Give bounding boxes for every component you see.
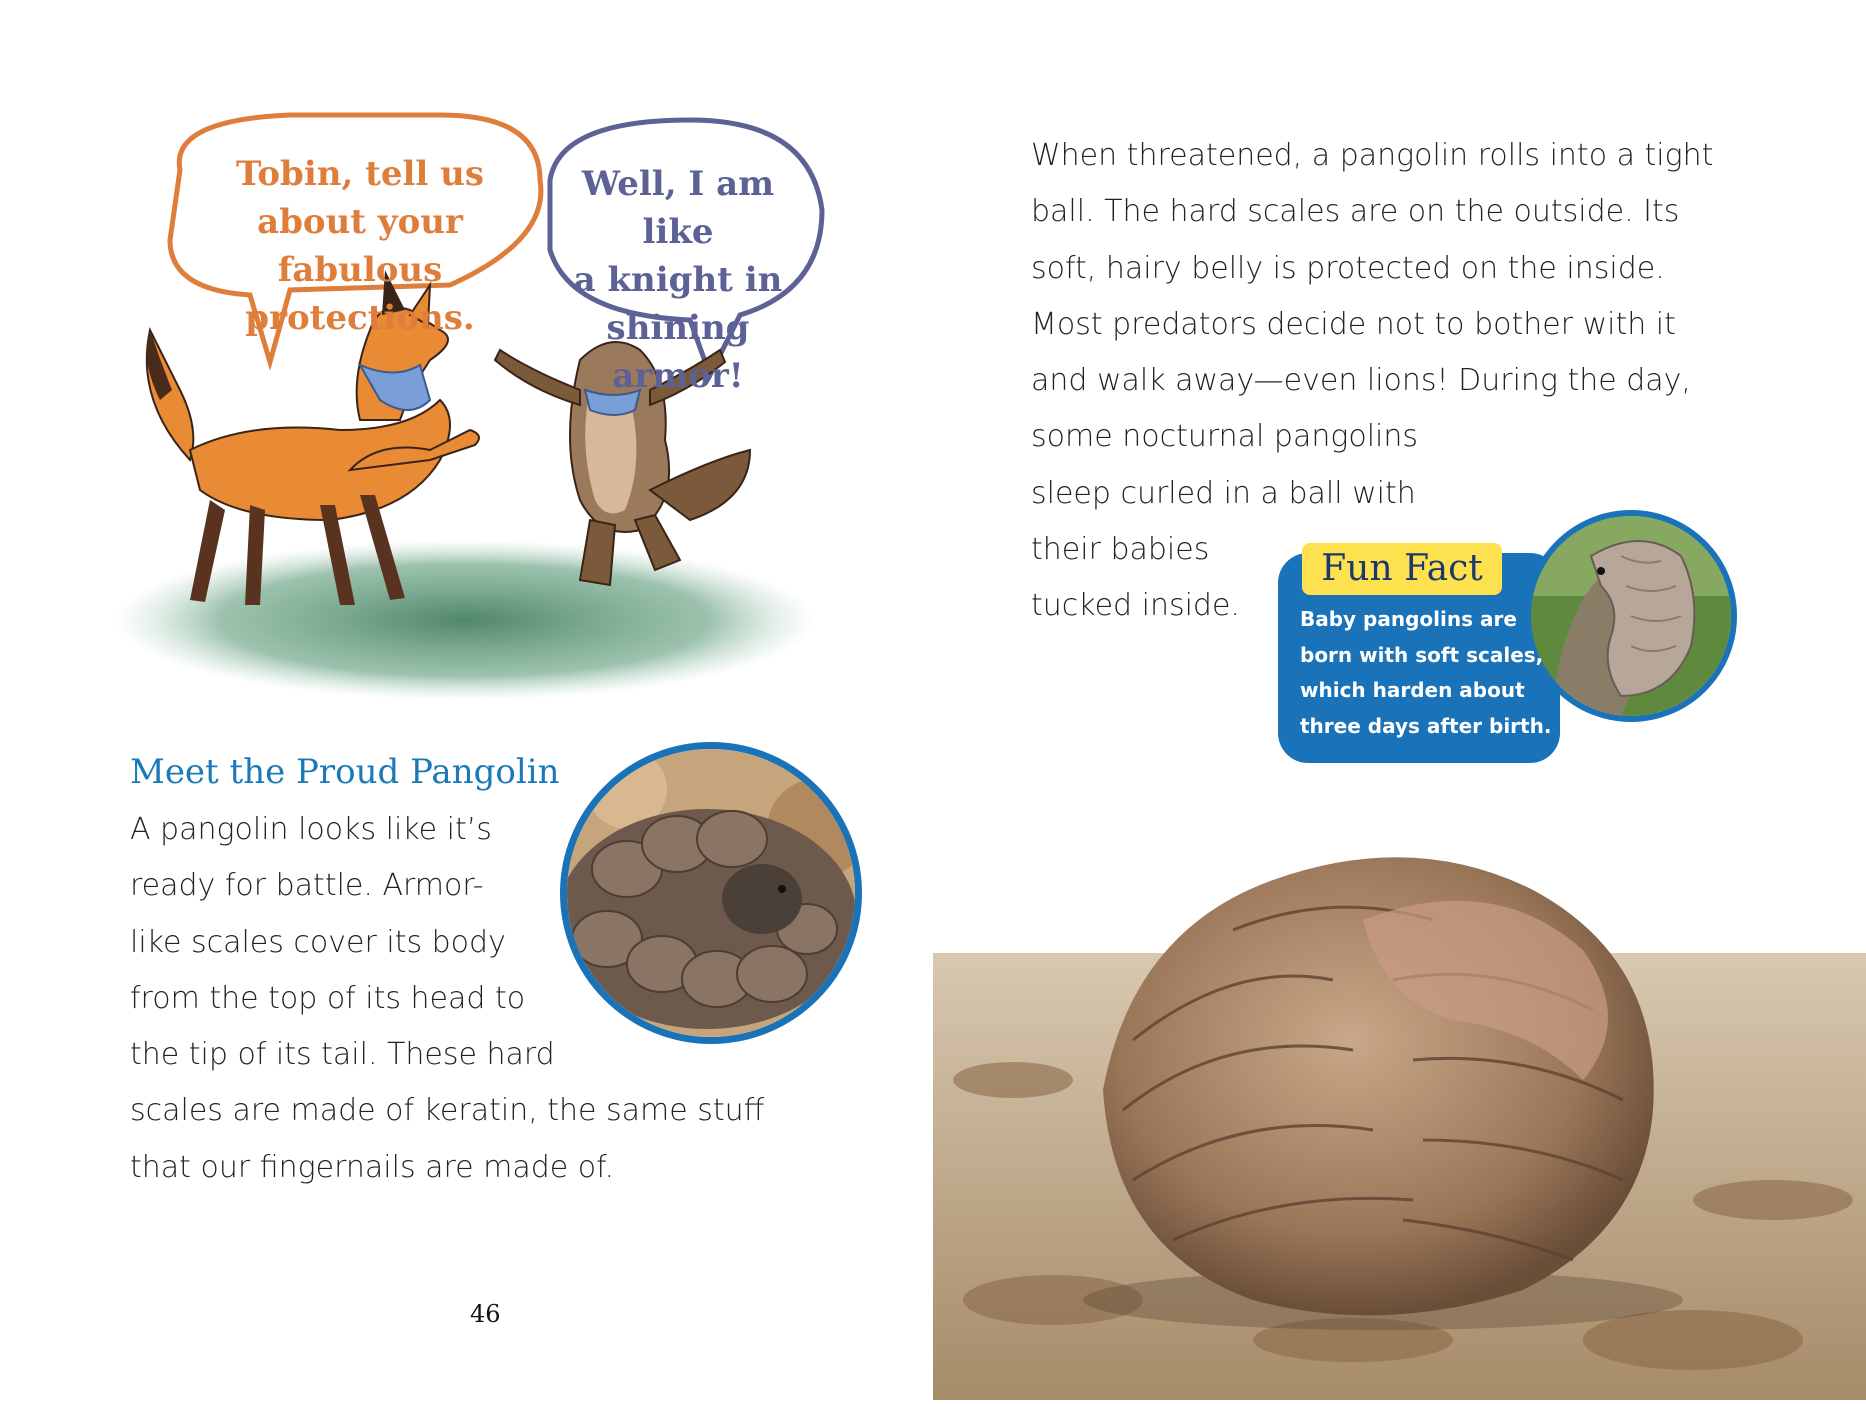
- text-line: tucked inside.: [1031, 588, 1240, 624]
- text-line: and walk away—even lions! During the day,: [1031, 363, 1691, 399]
- text-line: the tip of its tail. These hard: [130, 1037, 555, 1073]
- text-line: some nocturnal pangolins: [1031, 419, 1419, 455]
- fact-line: three days after birth.: [1300, 713, 1552, 738]
- text-line: from the top of its head to: [130, 980, 526, 1016]
- speech-line: a knight in: [573, 260, 783, 300]
- speech-line: Well, I am like: [581, 164, 775, 252]
- fact-line: which harden about: [1300, 678, 1525, 703]
- cartoon-illustration: [110, 100, 850, 700]
- rolled-pangolin-photo: [933, 780, 1866, 1400]
- fact-line: born with soft scales,: [1300, 642, 1544, 667]
- text-line: When threatened, a pangolin rolls into a tight: [1031, 138, 1714, 173]
- speech-line: about your: [257, 202, 463, 242]
- text-line: ball. The hard scales are on the outside. Its: [1031, 194, 1680, 230]
- speech-line: Tobin, tell us: [235, 154, 485, 194]
- text-line: soft, hairy belly is protected on the inside.: [1031, 250, 1665, 286]
- fun-fact-title: Fun Fact: [1321, 548, 1483, 589]
- fact-line: Baby pangolins are: [1300, 607, 1517, 631]
- pangolin-circle-photo: [560, 742, 862, 1044]
- text-line: ready for battle. Armor-: [130, 868, 484, 904]
- text-line: their babies: [1031, 532, 1210, 568]
- section-heading: Meet the Proud Pangolin: [130, 752, 560, 792]
- text-line: A pangolin looks like it’s: [130, 812, 492, 847]
- pangolin-speech-text: [548, 160, 808, 400]
- speech-line: fabulous protections.: [245, 250, 475, 338]
- speech-line: shining armor!: [606, 308, 750, 396]
- text-line: like scales cover its body: [130, 924, 506, 960]
- text-line: sleep curled in a ball with: [1031, 475, 1416, 511]
- fox-speech-text: [175, 150, 545, 342]
- text-line: Most predators decide not to bother with it: [1031, 306, 1676, 342]
- text-line: that our fingernails are made of.: [130, 1149, 615, 1185]
- fun-fact-text: [1300, 602, 1580, 744]
- text-line: scales are made of keratin, the same stuff: [130, 1093, 765, 1129]
- page-number: 46: [470, 1300, 501, 1328]
- grass-patch: [115, 540, 815, 700]
